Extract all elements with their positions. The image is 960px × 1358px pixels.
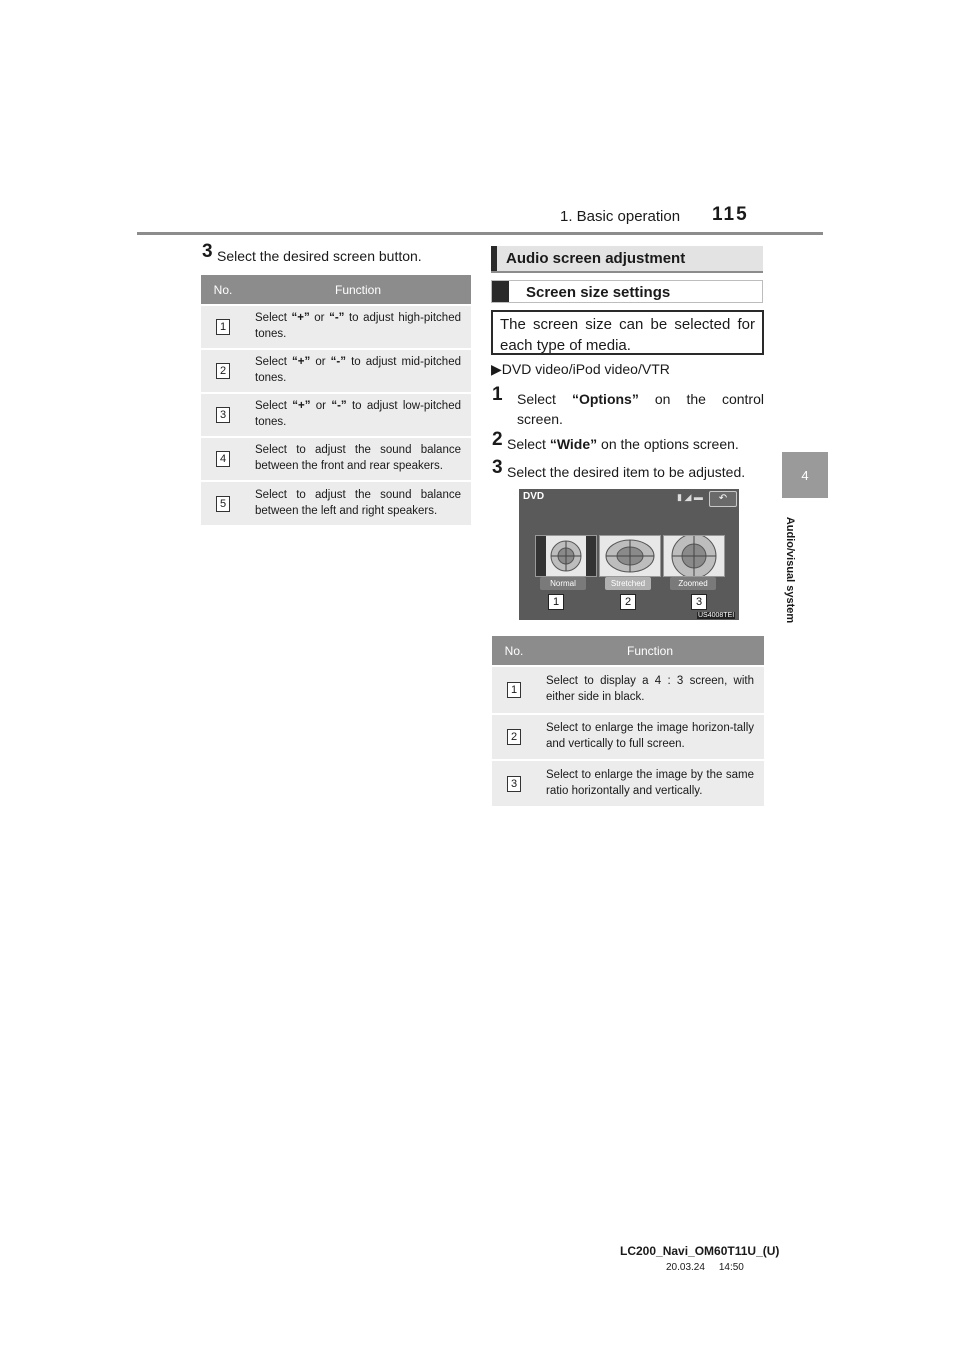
document-id: LC200_Navi_OM60T11U_(U) bbox=[620, 1244, 780, 1258]
header-rule bbox=[137, 232, 823, 235]
subsection-heading bbox=[491, 280, 763, 303]
step-text: Select the desired screen button. bbox=[217, 248, 422, 264]
step-number: 2 bbox=[492, 429, 503, 450]
media-bullet bbox=[491, 361, 670, 378]
chapter-title: Audio/visual system bbox=[784, 516, 796, 624]
screen-size-function-table bbox=[492, 636, 764, 806]
test-pattern-icon bbox=[664, 536, 724, 576]
test-pattern-icon bbox=[600, 536, 660, 576]
normal-button[interactable]: Normal bbox=[540, 577, 586, 590]
test-pattern-icon bbox=[536, 536, 596, 576]
zoomed-preview bbox=[663, 535, 725, 577]
chapter-tab: 4 bbox=[782, 452, 828, 498]
row-function: Select to adjust the sound balance between the left and right speakers. bbox=[245, 481, 471, 525]
screen-title: DVD bbox=[523, 491, 545, 502]
status-icons: ▮ ◢ ▬ bbox=[677, 492, 703, 502]
screen-size-illustration bbox=[519, 489, 739, 620]
bullet-text: DVD video/iPod video/VTR bbox=[501, 361, 670, 377]
row-function: Select to enlarge the image horizon-tally and vertically to full screen. bbox=[536, 714, 764, 760]
step-text: Select “Wide” on the options screen. bbox=[507, 436, 739, 452]
step-text: Select the desired item to be adjusted. bbox=[507, 464, 746, 480]
table-row bbox=[492, 666, 764, 714]
row-number: 1 bbox=[216, 319, 230, 335]
col-header-function: Function bbox=[245, 275, 471, 305]
row-function: Select to adjust the sound balance between the front and rear speakers. bbox=[245, 437, 471, 481]
col-header-no: No. bbox=[201, 275, 245, 305]
row-function: Select “+” or “-” to adjust mid-pitched tones. bbox=[245, 349, 471, 393]
heading-text: Audio screen adjustment bbox=[506, 250, 686, 267]
chapter-tab-label bbox=[783, 506, 797, 634]
normal-preview bbox=[535, 535, 597, 577]
sound-function-table bbox=[201, 275, 471, 525]
table-row bbox=[201, 393, 471, 437]
step-text: Select “Options” on the control screen. bbox=[517, 391, 764, 427]
step-number: 3 bbox=[492, 457, 503, 478]
bullet-arrow-icon: ▶ bbox=[491, 361, 502, 377]
heading-bar bbox=[491, 246, 497, 271]
zoomed-button[interactable]: Zoomed bbox=[670, 577, 716, 590]
row-function: Select to enlarge the image by the same ratio horizontally and vertically. bbox=[536, 760, 764, 806]
row-number: 3 bbox=[216, 407, 230, 423]
row-number: 5 bbox=[216, 496, 230, 512]
row-number: 1 bbox=[507, 682, 521, 698]
row-function: Select “+” or “-” to adjust high-pitched tones. bbox=[245, 305, 471, 349]
section-heading bbox=[491, 246, 763, 273]
callout-2: 2 bbox=[620, 594, 636, 610]
print-timestamp: 20.03.24 14:50 bbox=[666, 1262, 744, 1273]
table-row bbox=[201, 305, 471, 349]
col-header-function: Function bbox=[536, 636, 764, 666]
image-code: US4008TEI bbox=[698, 612, 735, 619]
row-function: Select to display a 4 : 3 screen, with either side in black. bbox=[536, 666, 764, 714]
stretched-button[interactable]: Stretched bbox=[605, 577, 651, 590]
section-title: 1. Basic operation bbox=[560, 208, 681, 225]
table-row bbox=[492, 760, 764, 806]
info-box: The screen size can be selected for each type of media. bbox=[491, 310, 764, 355]
page-number: 115 bbox=[712, 204, 749, 225]
row-number: 4 bbox=[216, 451, 230, 467]
stretched-preview bbox=[599, 535, 661, 577]
step-number: 1 bbox=[492, 384, 503, 405]
step-number: 3 bbox=[202, 241, 213, 262]
table-row bbox=[201, 437, 471, 481]
row-number: 2 bbox=[216, 363, 230, 379]
back-icon[interactable]: ↶ bbox=[709, 491, 737, 507]
callout-1: 1 bbox=[548, 594, 564, 610]
table-row bbox=[201, 349, 471, 393]
row-function: Select “+” or “-” to adjust low-pitched tones. bbox=[245, 393, 471, 437]
subheading-block bbox=[492, 281, 509, 302]
subheading-text: Screen size settings bbox=[526, 284, 671, 301]
row-number: 3 bbox=[507, 776, 521, 792]
table-row bbox=[492, 714, 764, 760]
table-row bbox=[201, 481, 471, 525]
col-header-no: No. bbox=[492, 636, 536, 666]
callout-3: 3 bbox=[691, 594, 707, 610]
row-number: 2 bbox=[507, 729, 521, 745]
